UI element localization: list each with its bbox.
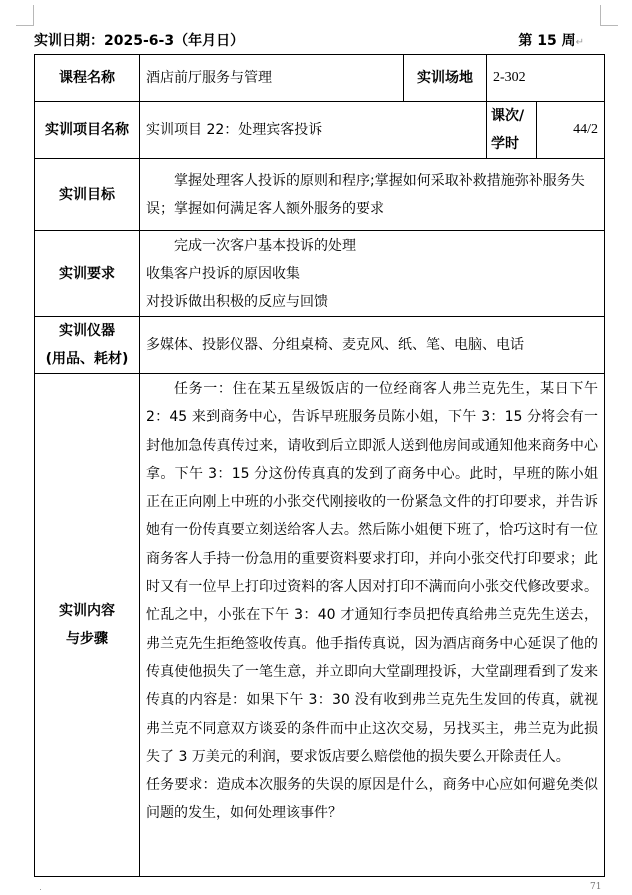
- page-number: 71: [590, 882, 602, 892]
- session-hours-value: 44/2: [537, 102, 605, 159]
- equipment-label-line2: (用品、耗材): [45, 351, 129, 367]
- paragraph-mark-icon: ↵: [575, 37, 584, 48]
- venue-value: 2-302: [487, 55, 605, 102]
- row-equipment: [35, 317, 605, 374]
- requirement-cell: [140, 231, 605, 317]
- equipment-value: 多媒体、投影仪器、分组桌椅、麦克风、纸、笔、电脑、电话: [140, 317, 605, 374]
- content-label-line1: 实训内容: [59, 603, 115, 619]
- goal-label: 实训目标: [35, 159, 140, 231]
- task-description: 任务一：住在某五星级饭店的一位经商客人弗兰克先生，某日下午 2：45 来到商务中心，告诉早班服务员陈小姐，下午 3：15 分将会有一封他加急传真传过来，请收到后立即派人送到他房间或通知他来商务中心拿。下午 3：15 分这份传真真的发到了商务中心。此时，早班的陈小姐正在正向刚上中班的小张交代刚接收的一份紧急文件的打印要求，并告诉她有一份传真要立刻送给客人去。然后陈小姐便下班了，恰巧这时有一位商务客人手持一份急用的重要资料要求打印，并向小张交代打印要求；此时又有一位早上打印过资料的客人因对打印不满而向小张交代修改要求。忙乱之中，小张在下午 3：40 才通知行李员把传真给弗兰克先生送去，弗兰克先生拒绝签收传真。他手指传真说，因为酒店商务中心延误了他的传真使他损失了一笔生意，并立即向大堂副理投诉，大堂副理看到了发来传真的内容是：如果下午 3：30 没有收到弗兰克先生发回的传真，就视弗兰克不同意双方谈妥的条件而中止这次交易，另找买主，弗兰克为此损失了 3 万美元的利润，要求饭店要么赔偿他的损失要么开除责任人。: [146, 381, 599, 765]
- row-content: [35, 374, 605, 877]
- goal-cell: [140, 159, 605, 231]
- requirement-line: 收集客户投诉的原因收集: [146, 265, 300, 282]
- week-number: [518, 30, 584, 50]
- equipment-label: [35, 317, 140, 374]
- requirement-line: 对投诉做出积极的反应与回馈: [146, 293, 328, 310]
- training-table: [34, 54, 605, 877]
- goal-text: 掌握处理客人投诉的原则和程序;掌握如何采取补救措施弥补服务失误；掌握如何满足客人额外服务的要求: [146, 172, 585, 217]
- content-cell: [140, 374, 605, 877]
- week-number-text: 第 15 周: [518, 33, 576, 49]
- venue-label: 实训场地: [404, 55, 487, 102]
- task-requirement: 任务要求：造成本次服务的失误的原因是什么，商务中心应如何避免类似问题的发生，如何处理该事件？: [146, 777, 599, 822]
- row-requirement: [35, 231, 605, 317]
- course-name-value: 酒店前厅服务与管理: [140, 55, 404, 102]
- requirement-label: 实训要求: [35, 231, 140, 317]
- project-name-value: 实训项目 22：处理宾客投诉: [140, 102, 487, 159]
- page-header: [34, 30, 584, 50]
- equipment-label-line1: 实训仪器: [59, 323, 115, 339]
- row-course: [35, 55, 605, 102]
- crop-mark-top-left: [16, 25, 34, 26]
- requirement-line: 完成一次客户基本投诉的处理: [174, 237, 356, 254]
- crop-mark-top-right: [600, 5, 601, 25]
- page-dot: [40, 889, 41, 890]
- row-project: [35, 102, 605, 159]
- crop-mark-top-right: [600, 25, 618, 26]
- session-hours-label: 课次/学时: [487, 102, 537, 159]
- course-name-label: 课程名称: [35, 55, 140, 102]
- crop-mark-top-left: [33, 5, 34, 25]
- project-name-label: 实训项目名称: [35, 102, 140, 159]
- content-label-line2: 与步骤: [66, 631, 108, 647]
- content-label: [35, 374, 140, 877]
- training-date: 实训日期：2025-6-3（年月日）: [34, 33, 245, 49]
- row-goal: [35, 159, 605, 231]
